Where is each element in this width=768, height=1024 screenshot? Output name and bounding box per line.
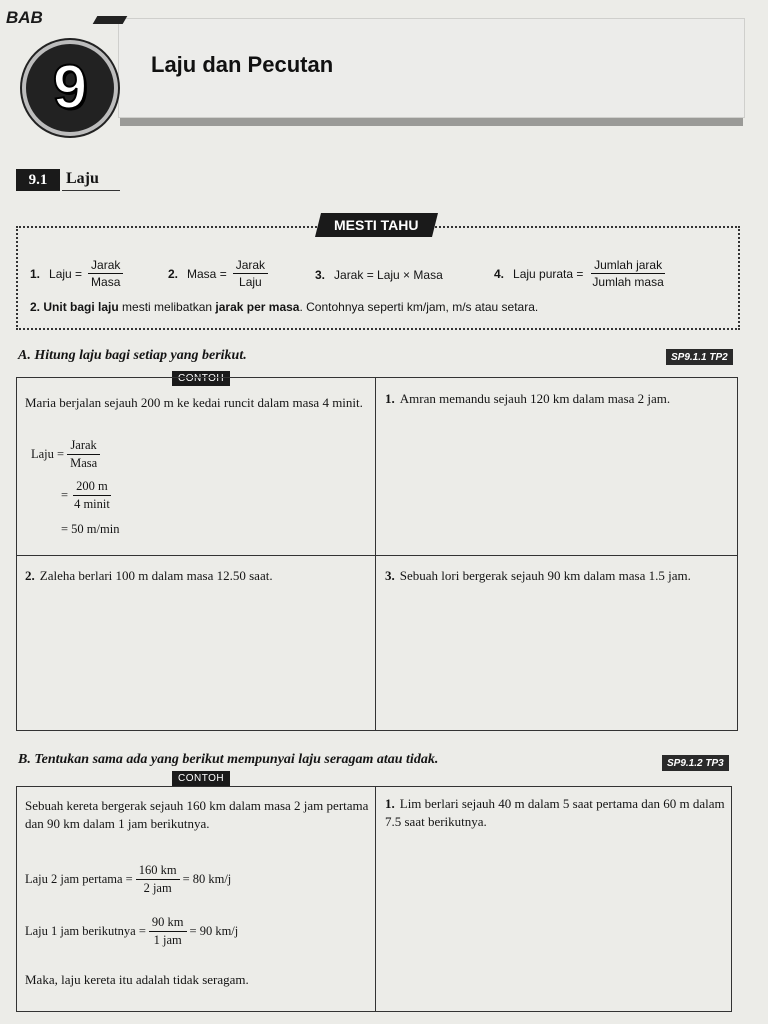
part-b-question-1: 1. Lim berlari sejauh 40 m dalam 5 saat pertama dan 60 m dalam 7.5 saat berikutnya.: [385, 796, 725, 829]
part-b-heading: B. Tentukan sama ada yang berikut mempunyai laju seragam atau tidak.: [18, 752, 439, 767]
formula-masa: 2. Masa = $\frac{\text{Jarak}}{\text{Laju}}$: [168, 258, 271, 289]
part-a-tag: SP9.1.1 TP2: [666, 349, 733, 365]
part-a-question-3: 3. Sebuah lori bergerak sejauh 90 km dalam masa 1.5 jam.: [385, 568, 691, 583]
chapter-title: Laju dan Pecutan: [151, 52, 334, 77]
formula-laju-purata: 4. Laju purata = $\frac{\text{Jumlah jarak}}{\text{Jumlah masa}}$: [494, 258, 664, 289]
example-working-line-1: Laju = $\frac{\text{Jarak}}{\text{Masa}}$: [31, 438, 103, 471]
unit-note: 2. Unit bagi laju mesti melibatkan jarak per masa. Contohnya seperti km/jam, m/s atau setara.: [30, 300, 539, 314]
grid-divider: [375, 378, 376, 730]
part-b-example-text: Sebuah kereta bergerak sejauh 160 km dalam masa 2 jam pertama dan 90 km dalam 1 jam berikutnya.: [25, 798, 369, 831]
part-b-grid: [16, 786, 732, 1012]
part-b-contoh-label: CONTOH: [172, 771, 230, 786]
section-number: 9.1: [16, 169, 60, 191]
part-b-working-line-2: Laju 1 jam berikutnya = $\frac{90 km}{\text{1 jam}}$ = 90 km/j: [25, 915, 239, 947]
example-working-line-3: = 50 m/min: [61, 522, 120, 536]
formula-jarak: 3. Jarak = Laju × Masa: [315, 268, 443, 282]
chapter-number: 9: [52, 53, 88, 122]
section-title: Laju: [66, 170, 99, 187]
part-a-contoh-label: CONTOH: [172, 371, 230, 386]
part-a-grid: [16, 377, 738, 731]
example-working-line-2: = $\frac{200 m}{\text{4 minit}}$: [61, 479, 110, 511]
section-underline: [62, 190, 120, 191]
part-b-tag: SP9.1.2 TP3: [662, 755, 729, 771]
part-b-conclusion: Maka, laju kereta itu adalah tidak seragam.: [25, 972, 249, 987]
bab-label: BAB: [6, 8, 43, 27]
mesti-tahu-label: MESTI TAHU: [315, 213, 437, 237]
grid-divider: [375, 787, 376, 1011]
formula-laju: 1. Laju = $\frac{\text{Jarak}}{\text{Masa}}$: [30, 258, 126, 289]
part-a-question-1: 1. Amran memandu sejauh 120 km dalam masa 2 jam.: [385, 391, 671, 406]
part-b-working-line-1: Laju 2 jam pertama = $\frac{160 km}{\text{2 jam}}$ = 80 km/j: [25, 863, 232, 895]
grid-divider: [17, 555, 737, 556]
part-a-question-2: 2. Zaleha berlari 100 m dalam masa 12.50 saat.: [25, 568, 273, 583]
chapter-number-badge: [22, 40, 118, 136]
header-stripe-decoration: [93, 16, 128, 24]
part-a-example-text: Maria berjalan sejauh 200 m ke kedai runcit dalam masa 4 minit.: [25, 395, 363, 410]
part-a-heading: A. Hitung laju bagi setiap yang berikut.: [18, 348, 247, 363]
